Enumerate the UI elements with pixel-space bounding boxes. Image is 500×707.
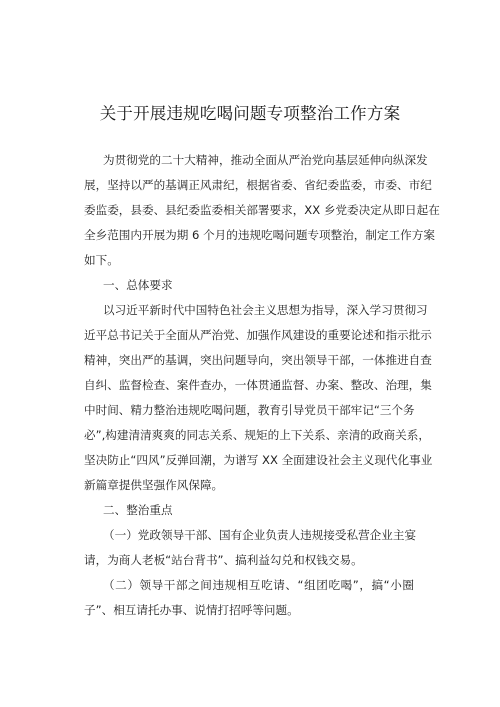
paragraph-line: 必”,构建清清爽爽的同志关系、规矩的上下关系、亲清的政商关系， [84, 428, 430, 442]
paragraph-line: 如下。 [84, 253, 119, 267]
paragraph-line: 近平总书记关于全面从严治党、加强作风建设的重要论述和指示批示 [84, 328, 432, 342]
paragraph-line: 全乡范围内开展为期 6 个月的违规吃喝问题专项整治，制定工作方案 [84, 228, 435, 242]
paragraph-line: 以习近平新时代中国特色社会主义思想为指导，深入学习贯彻习 [103, 303, 428, 317]
paragraph-line: （二）领导干部之间违规相互吃请、“组团吃喝”，搞“小圈 [103, 578, 414, 592]
paragraph-line: 新篇章提供坚强作风保障。 [84, 478, 224, 492]
document-title: 关于开展违规吃喝问题专项整治工作方案 [99, 104, 401, 123]
paragraph-line: 子”、相互请托办事、说情打招呼等问题。 [84, 603, 299, 617]
paragraph-line: （一）党政领导干部、国有企业负责人违规接受私营企业主宴 [103, 528, 417, 542]
section-heading: 一、总体要求 [103, 278, 173, 292]
paragraph-line: 请，为商人老板“站台背书”、搞利益勾兑和权钱交易。 [84, 553, 363, 567]
paragraph-line: 展，坚持以严的基调正风肃纪，根据省委、省纪委监委，市委、市纪 [84, 178, 432, 192]
paragraph-line: 精神，突出严的基调，突出问题导向，突出领导干部，一体推进自查 [84, 353, 432, 367]
paragraph-line: 自纠、监督检查、案件查办，一体贯通监督、办案、整改、治理，集 [84, 378, 432, 392]
paragraph-line: 坚决防止“四风”反弹回潮，为谱写 XX 全面建设社会主义现代化事业 [84, 453, 433, 467]
paragraph-line: 中时间、精力整治违规吃喝问题，教育引导党员干部牢记“三个务 [84, 403, 415, 417]
paragraph-line: 委监委，县委、县纪委监委相关部署要求，XX 乡党委决定从即日起在 [84, 203, 440, 217]
section-heading: 二、整治重点 [103, 503, 173, 517]
paragraph-line: 为贯彻党的二十大精神，推动全面从严治党向基层延伸向纵深发 [103, 153, 428, 167]
